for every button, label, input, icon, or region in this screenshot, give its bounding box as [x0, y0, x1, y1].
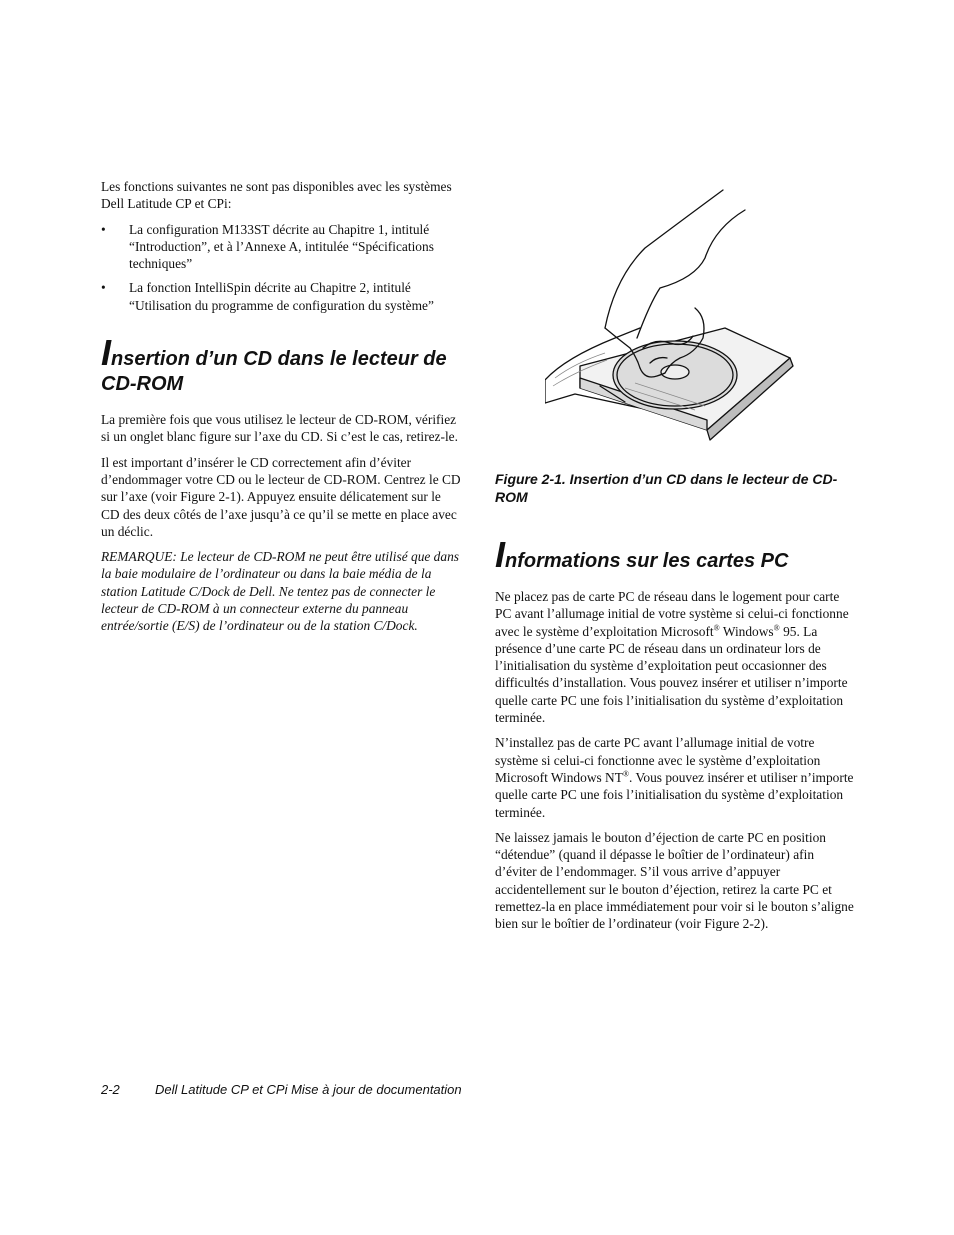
page-number: 2-2 [101, 1082, 120, 1097]
registered-mark: ® [773, 623, 780, 633]
list-item-text: La fonction IntelliSpin décrite au Chapitre 2, intitulé “Utilisation du programme de configuration du système” [129, 280, 434, 313]
unavailable-features-list [101, 221, 461, 314]
figure-caption: Figure 2-1. Insertion d’un CD dans le lecteur de CD-ROM [495, 471, 838, 505]
bullet-icon: • [101, 221, 106, 237]
paragraph [495, 734, 855, 820]
paragraph-text: . Vous pouvez insérer et utiliser n’importe quelle carte PC une fois l’initialisation du système d’exploitation terminée. [495, 769, 854, 820]
list-item [101, 221, 461, 273]
heading-initial: I [101, 332, 112, 374]
list-item [101, 279, 461, 314]
paragraph: Il est important d’insérer le CD correctement afin d’éviter d’endommager votre CD ou le lecteur de CD-ROM. Centrez le CD sur l’axe (voir Figure 2-1). Appuyez ensuite délicatement sur le CD des deux côtés de l’axe jusqu’à ce qu’il se mette en place avec un déclic. [101, 454, 461, 539]
registered-mark: ® [622, 769, 629, 779]
intro-text: Les fonctions suivantes ne sont pas disponibles avec les systèmes Dell Latitude CP et CPi: [101, 179, 452, 212]
cd-insertion-illustration [545, 188, 795, 450]
paragraph-text: 95. La présence d’une carte PC de réseau dans un ordinateur lors de l’initialisation du système d’exploitation peut occasionner des difficultés d’installation. Vous pouvez insérer et utiliser n’importe quelle carte PC une fois l’initialisation du système d’exploitation terminée. [495, 623, 848, 726]
paragraph-text: Windows [719, 623, 774, 639]
bullet-icon: • [101, 280, 106, 296]
paragraph: Ne laissez jamais le bouton d’éjection de carte PC en position “détendue” (quand il dépasse le boîtier de l’ordinateur) afin d’éviter de l’endommager. S’il vous arrive d’appuyer accidentellement sur le bouton d’éjection, retirez la carte PC et remettez-la en place immédiatement pour voir si le bouton s’aligne bien sur le boîtier de l’ordinateur (voir Figure 2-2). [495, 829, 854, 932]
paragraph: La première fois que vous utilisez le lecteur de CD-ROM, vérifiez si un onglet blanc figure sur l’axe du CD. Si c’est le cas, retirez-le. [101, 412, 458, 445]
note-text: REMARQUE: Le lecteur de CD-ROM ne peut être utilisé que dans la baie modulaire de l’ordinateur ou dans la baie média de la station Latitude C/Dock de Dell. Ne tentez pas de connecter le lecteur de CD-ROM à un connecteur externe du panneau entrée/sortie (E/S) de l’ordinateur ou de la station C/Dock. [101, 549, 459, 634]
list-item-text: La configuration M133ST décrite au Chapitre 1, intitulé “Introduction”, et à l’Annexe A, intitulée “Spécifications techniques” [129, 221, 434, 272]
section-heading-cd-insertion [101, 332, 461, 397]
right-column [495, 470, 855, 941]
heading-text: nsertion d’un CD dans le lecteur de CD-ROM [101, 348, 447, 396]
heading-initial: I [495, 534, 506, 575]
footer-title: Dell Latitude CP et CPi Mise à jour de documentation [155, 1082, 462, 1097]
paragraph [495, 588, 855, 726]
paragraph-text: Ne placez pas de carte PC de réseau dans le logement pour carte PC avant l’allumage initial de votre système si celui-ci fonctionne avec le système d’exploitation Microsoft [495, 589, 849, 639]
registered-mark: ® [713, 623, 720, 633]
paragraph-text: N’installez pas de carte PC avant l’allumage initial de votre système si celui-ci fonctionne avec le système d’exploitation Microsoft Windows NT [495, 735, 821, 785]
page-footer [101, 1082, 801, 1097]
heading-text: nformations sur les cartes PC [505, 550, 789, 572]
section-heading-pc-cards [495, 534, 855, 575]
left-column [101, 178, 461, 643]
